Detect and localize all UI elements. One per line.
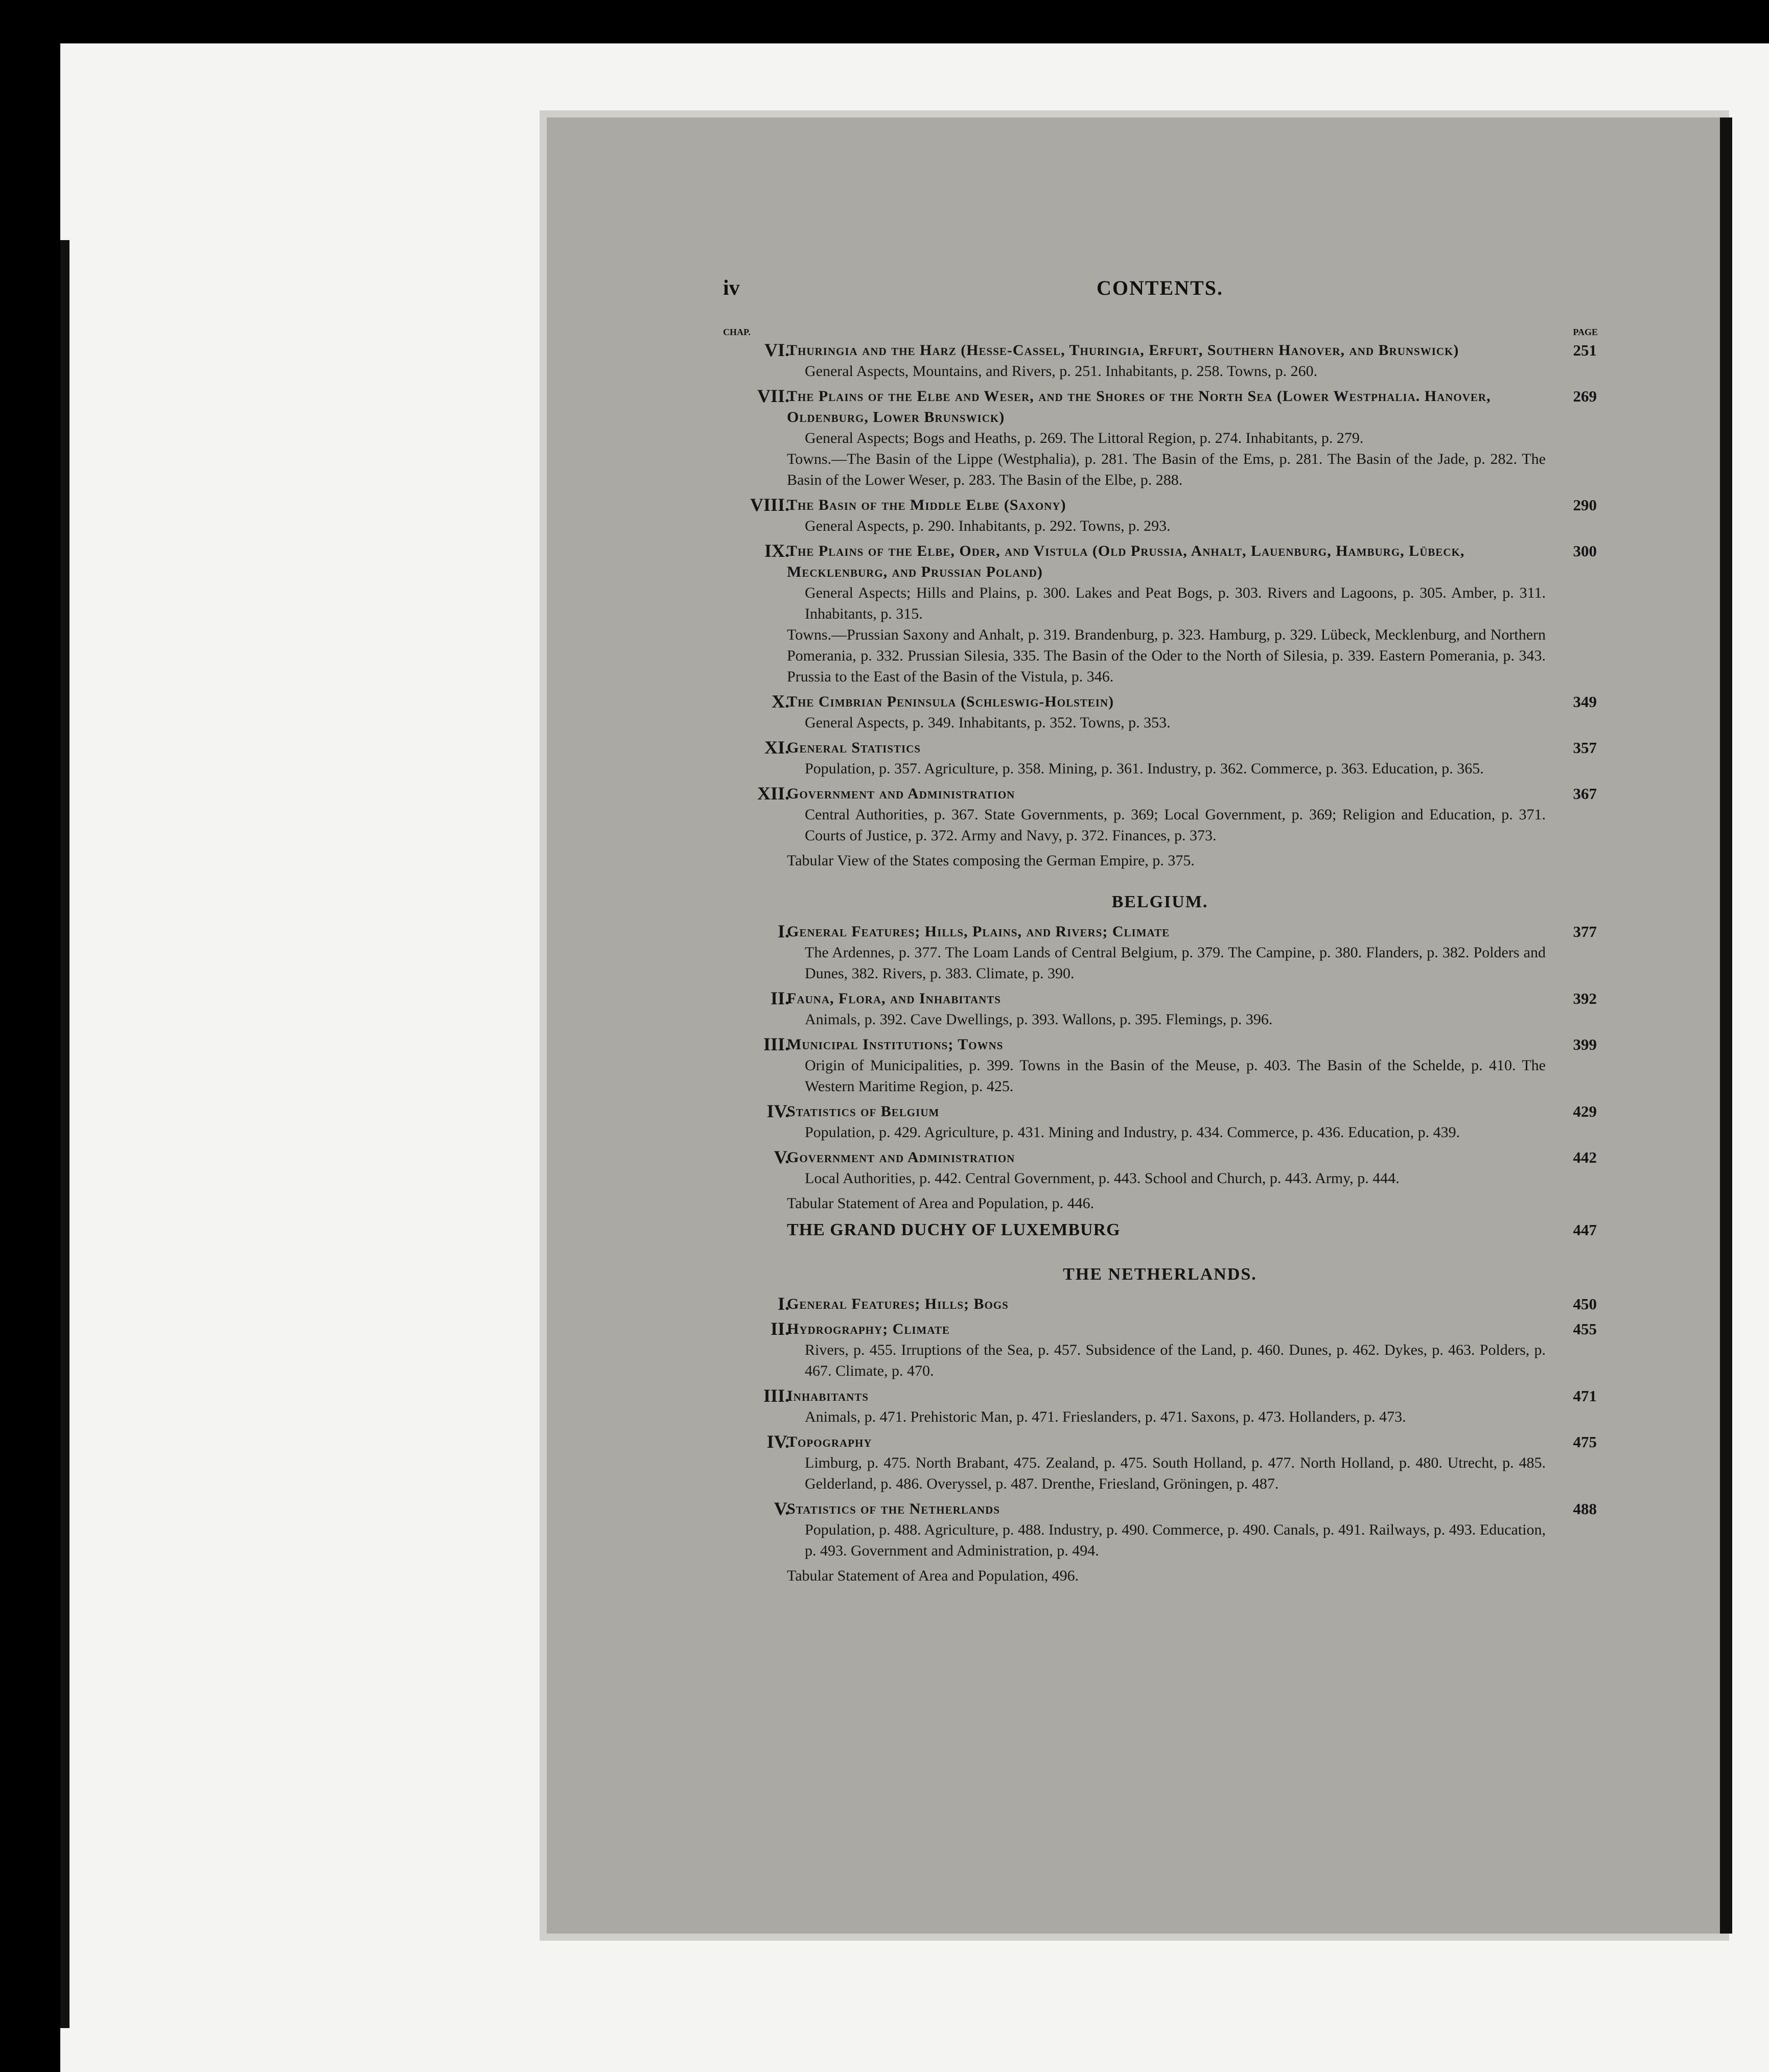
chapter-title: General Statistics [787, 739, 921, 756]
toc-entry [723, 1498, 1597, 1561]
toc-entry-heading [723, 340, 1597, 361]
chapter-title: The Basin of the Middle Elbe (Saxony) [787, 497, 1066, 513]
chapter-number: XII. [757, 783, 789, 804]
chapter-title: Fauna, Flora, and Inhabitants [787, 990, 1001, 1007]
chapter-subtopics: General Aspects, p. 349. Inhabitants, p. 352. Towns, p. 353. [805, 714, 1171, 731]
chapter-page: 357 [1573, 739, 1597, 757]
book-spine [1720, 117, 1732, 1934]
chapter-number: II. [770, 1318, 789, 1339]
toc-entry [723, 1147, 1597, 1189]
toc-entry-heading [723, 1147, 1597, 1168]
chapter-page: 450 [1573, 1295, 1597, 1313]
toc-entry-heading [723, 1431, 1597, 1452]
toc-entry-heading [723, 495, 1597, 515]
chapter-number: V. [774, 1147, 789, 1167]
chapter-page: 269 [1573, 387, 1597, 405]
chapter-number: I. [777, 1293, 789, 1314]
toc-entry-heading [723, 988, 1597, 1009]
germany-tabular: Tabular View of the States composing the German Empire, p. 375. [787, 852, 1195, 869]
chapter-number: IV. [766, 1431, 789, 1452]
toc-entry [723, 691, 1597, 733]
chapter-number: I. [777, 921, 789, 941]
chapter-number: VII. [757, 386, 789, 406]
page-label: PAGE [1573, 327, 1598, 337]
chapter-title: The Plains of the Elbe, Oder, and Vistula (Old Prussia, Anhalt, Lauenburg, Hamburg, Lübeck, Mecklenburg, and Prussian Poland) [787, 543, 1465, 580]
chapter-subtopics: Animals, p. 392. Cave Dwellings, p. 393. Wallons, p. 395. Flemings, p. 396. [805, 1011, 1273, 1028]
chapter-title: Inhabitants [787, 1387, 869, 1404]
chapter-page: 300 [1573, 542, 1597, 560]
chapter-title: Hydrography; Climate [787, 1321, 950, 1337]
chapter-subtopics: Animals, p. 471. Prehistoric Man, p. 471. Frieslanders, p. 471. Saxons, p. 473. Hollanders, p. 473. [805, 1408, 1406, 1425]
chapter-subtopics: General Aspects, Mountains, and Rivers, p. 251. Inhabitants, p. 258. Towns, p. 260. [805, 363, 1318, 380]
luxemburg-page: 447 [1573, 1221, 1597, 1239]
chapter-subtopics: General Aspects; Hills and Plains, p. 300. Lakes and Peat Bogs, p. 303. Rivers and Lagoons, p. 305. Amber, p. 311. Inhabitants, p. 315. [805, 584, 1546, 622]
toc-entry [723, 1101, 1597, 1143]
chapter-title: The Plains of the Elbe and Weser, and the Shores of the North Sea (Lower Westphalia. Hanover, Oldenburg, Lower Brunswick) [787, 388, 1491, 426]
toc-entry-heading [723, 386, 1597, 428]
belgium-heading: BELGIUM. [1111, 892, 1208, 911]
chapter-page: 377 [1573, 923, 1597, 940]
chapter-number: V. [774, 1498, 789, 1519]
toc-entry [723, 921, 1597, 984]
chapter-number: VI. [764, 340, 789, 360]
chapter-number: X. [772, 691, 789, 712]
toc-entry [723, 386, 1597, 490]
toc-entry [723, 495, 1597, 536]
chapter-number: IX. [764, 540, 789, 561]
chapter-subtopics: Rivers, p. 455. Irruptions of the Sea, p. 457. Subsidence of the Land, p. 460. Dunes, p. 462. Dykes, p. 463. Polders, p. 467. Climate, p. 470. [805, 1341, 1546, 1379]
chapter-subtopics: Origin of Municipalities, p. 399. Towns in the Basin of the Meuse, p. 403. The Basin of the Schelde, p. 410. The Western Maritime Region, p. 425. [805, 1057, 1546, 1095]
chapter-subtopics: Population, p. 488. Agriculture, p. 488. Industry, p. 490. Commerce, p. 490. Canals, p. 491. Railways, p. 493. Education, p. 493. Government and Administration, p. 494. [805, 1521, 1546, 1559]
chapter-title: Government and Administration [787, 785, 1015, 802]
chapter-page: 471 [1573, 1387, 1597, 1405]
chapter-subtopics: The Ardennes, p. 377. The Loam Lands of Central Belgium, p. 379. The Campine, p. 380. Flanders, p. 382. Polders and Dunes, 382. Rivers, p. 383. Climate, p. 390. [805, 944, 1546, 982]
toc-entry [723, 783, 1597, 846]
chapter-title: Statistics of Belgium [787, 1103, 940, 1120]
chapter-subtopics: Population, p. 357. Agriculture, p. 358. Mining, p. 361. Industry, p. 362. Commerce, p. 363. Education, p. 365. [805, 760, 1484, 777]
netherlands-heading: THE NETHERLANDS. [1063, 1265, 1257, 1284]
chapter-page: 392 [1573, 990, 1597, 1007]
chapter-subtopics: Population, p. 429. Agriculture, p. 431. Mining and Industry, p. 434. Commerce, p. 436. Education, p. 439. [805, 1124, 1460, 1141]
chapter-number: III. [763, 1034, 789, 1054]
chapter-title: The Cimbrian Peninsula (Schleswig-Holstein) [787, 693, 1114, 710]
chapter-title: Government and Administration [787, 1149, 1015, 1166]
chapter-page: 442 [1573, 1148, 1597, 1166]
toc-entry [723, 988, 1597, 1030]
toc-entry-heading [723, 1318, 1597, 1339]
chap-label: CHAP. [723, 327, 751, 337]
netherlands-tabular: Tabular Statement of Area and Population, 496. [787, 1567, 1079, 1584]
toc-entry-heading [723, 691, 1597, 712]
chapter-title: Topography [787, 1433, 872, 1450]
chapter-subtopics: Towns.—The Basin of the Lippe (Westphalia), p. 281. The Basin of the Ems, p. 281. The Basin of the Jade, p. 282. The Basin of the Lower Weser, p. 283. The Basin of the Elbe, p. 288. [787, 451, 1546, 488]
chapter-number: VIII. [750, 495, 789, 515]
chapter-page: 488 [1573, 1500, 1597, 1518]
belgium-tabular: Tabular Statement of Area and Population, p. 446. [787, 1195, 1095, 1212]
toc-entry-heading [723, 921, 1597, 942]
luxemburg-title: THE GRAND DUCHY OF LUXEMBURG [787, 1220, 1121, 1239]
chapter-page: 251 [1573, 341, 1597, 359]
belgium-chapters [723, 921, 1597, 1189]
chapter-page: 399 [1573, 1035, 1597, 1053]
chapter-subtopics: Local Authorities, p. 442. Central Government, p. 443. School and Church, p. 443. Army, p. 444. [805, 1170, 1400, 1187]
luxemburg-entry [723, 1217, 1597, 1243]
toc-entry [723, 1293, 1597, 1314]
chapter-page: 455 [1573, 1320, 1597, 1338]
toc-entry [723, 540, 1597, 687]
film-edge [60, 240, 69, 2028]
chapter-number: III. [763, 1385, 789, 1406]
chapter-page: 290 [1573, 496, 1597, 514]
toc-entry [723, 1385, 1597, 1427]
chapter-page: 367 [1573, 785, 1597, 803]
chapter-subtopics: General Aspects, p. 290. Inhabitants, p. 292. Towns, p. 293. [805, 517, 1171, 534]
page-header [723, 276, 1597, 307]
chapter-page: 475 [1573, 1433, 1597, 1451]
chapter-subtopics: Towns.—Prussian Saxony and Anhalt, p. 319. Brandenburg, p. 323. Hamburg, p. 329. Lübeck, Mecklenburg, and Northern Pomerania, p. 332. Prussian Silesia, 335. The Basin of the Oder to the North of Silesia, p. 339. Eastern Pomerania, p. 343. Prussia to the East of the Basin of the Vistula, p. 346. [787, 626, 1546, 685]
chapter-title: Statistics of the Netherlands [787, 1500, 1000, 1517]
chapter-title: General Features; Hills; Bogs [787, 1296, 1009, 1312]
chapter-title: Municipal Institutions; Towns [787, 1036, 1004, 1053]
toc-entry-heading [723, 783, 1597, 804]
toc-entry-heading [723, 1101, 1597, 1122]
germany-chapters [723, 340, 1597, 846]
chapter-title: Thuringia and the Harz (Hesse-Cassel, Thuringia, Erfurt, Southern Hanover, and Brunswick) [787, 342, 1459, 359]
chapter-subtopics: Limburg, p. 475. North Brabant, 475. Zealand, p. 475. South Holland, p. 477. North Holland, p. 480. Utrecht, p. 485. Gelderland, p. 486. Overyssel, p. 487. Drenthe, Friesland, Gröningen, p. 487. [805, 1454, 1546, 1492]
chapter-number: IV. [766, 1101, 789, 1121]
toc-entry-heading [723, 1385, 1597, 1406]
chapter-number: II. [770, 988, 789, 1008]
toc-entry [723, 340, 1597, 382]
chapter-title: General Features; Hills, Plains, and Rivers; Climate [787, 923, 1170, 940]
toc-entry [723, 1034, 1597, 1097]
toc-entry-heading [723, 540, 1597, 582]
toc-entry-heading [723, 1498, 1597, 1519]
chapter-page: 349 [1573, 693, 1597, 711]
toc-entry-heading [723, 1293, 1597, 1314]
toc-entry [723, 1318, 1597, 1381]
chapter-subtopics: General Aspects; Bogs and Heaths, p. 269. The Littoral Region, p. 274. Inhabitants, p. 279. [805, 430, 1364, 446]
toc-entry [723, 1431, 1597, 1494]
chapter-number: XI. [764, 737, 789, 758]
chapter-subtopics: Central Authorities, p. 367. State Governments, p. 369; Local Government, p. 369; Religion and Education, p. 371. Courts of Justice, p. 372. Army and Navy, p. 372. Finances, p. 373. [805, 806, 1546, 844]
page-number: iv [723, 276, 740, 300]
toc-entry-heading [723, 1034, 1597, 1055]
toc-entry-heading [723, 737, 1597, 758]
toc-entry [723, 737, 1597, 779]
netherlands-chapters [723, 1293, 1597, 1561]
page-title: CONTENTS. [1096, 276, 1224, 299]
chapter-page: 429 [1573, 1102, 1597, 1120]
table-of-contents [723, 340, 1597, 1586]
